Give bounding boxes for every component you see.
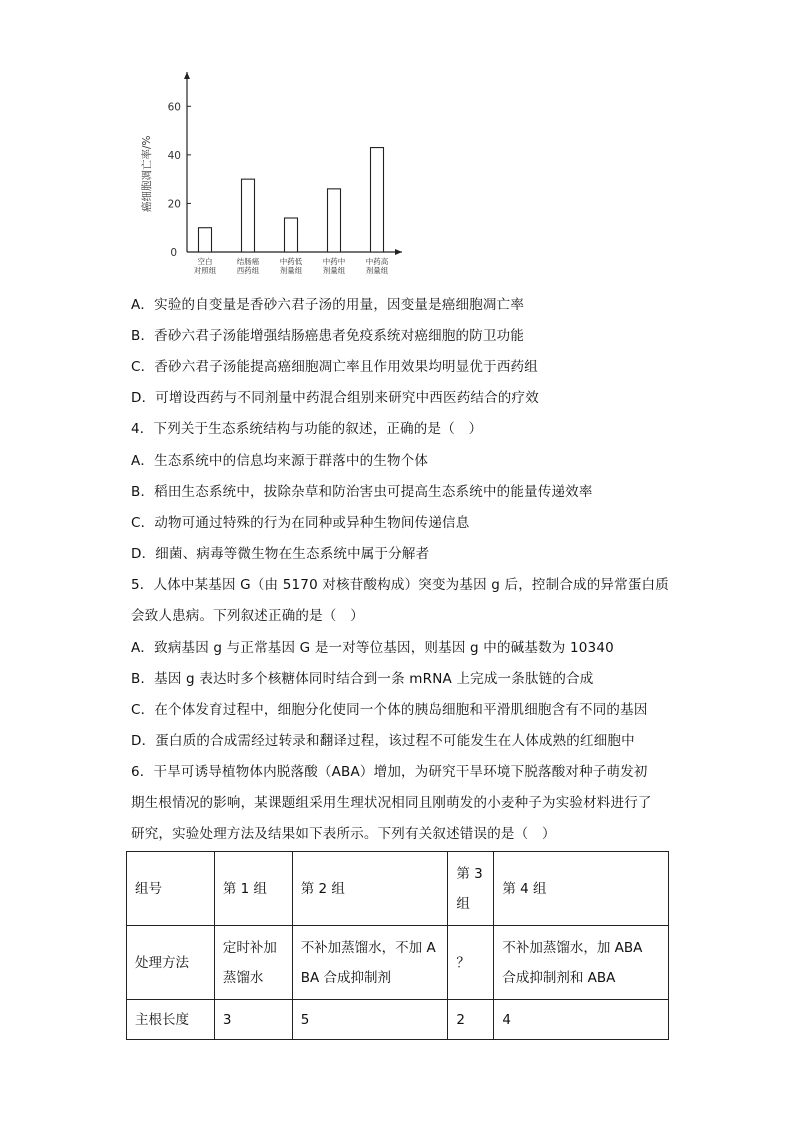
- q6-stem-line2: 期生根情况的影响，某课题组采用生理状况相同且刚萌发的小麦种子为实验材料进行了: [131, 795, 652, 811]
- y-tick-label: 40: [167, 149, 181, 162]
- x-tick-label: 剂量组: [322, 266, 346, 275]
- y-tick-label: 20: [167, 198, 181, 211]
- q3-option-d: D．可增设西药与不同剂量中药混合组别来研究中西医药结合的疗效: [131, 390, 539, 406]
- q6-stem-line3: 研究，实验处理方法及结果如下表所示。下列有关叙述错误的是（ ）: [131, 826, 556, 842]
- table-cell: 定时补加蒸馏水: [214, 926, 292, 1000]
- x-tick-label: 对照组: [193, 266, 217, 275]
- y-tick-label: 60: [167, 101, 181, 114]
- x-tick-label: 中药中: [322, 257, 346, 266]
- q5-stem-line1: 5．人体中某基因 G（由 5170 对核苷酸构成）突变为基因 g 后，控制合成的异常蛋白质: [131, 577, 669, 593]
- q4-option-c: C．动物可通过特殊的行为在同种或异种生物间传递信息: [131, 515, 470, 531]
- table-header-row: [127, 852, 669, 926]
- experiment-table: [126, 851, 669, 1040]
- x-tick-label: 剂量组: [279, 266, 303, 275]
- table-row-method: [127, 926, 669, 1000]
- x-tick-label: 结肠癌: [236, 257, 260, 266]
- bar: [199, 228, 212, 252]
- q5-option-c: C．在个体发育过程中，细胞分化使同一个体的胰岛细胞和平滑肌细胞含有不同的基因: [131, 702, 648, 718]
- apoptosis-bar-chart: [130, 62, 410, 282]
- table-cell: 不补加蒸馏水，加 ABA 合成抑制剂和 ABA: [494, 926, 669, 1000]
- table-cell: 处理方法: [127, 926, 215, 1000]
- q3-option-b: B．香砂六君子汤能增强结肠癌患者免疫系统对癌细胞的防卫功能: [131, 328, 525, 344]
- q4-stem: 4．下列关于生态系统结构与功能的叙述，正确的是（ ）: [131, 421, 483, 437]
- y-axis-label: 癌细胞凋亡率/%: [141, 135, 153, 212]
- q5-stem-line2: 会致人患病。下列叙述正确的是（ ）: [131, 608, 364, 624]
- table-cell: 第 1 组: [214, 852, 292, 926]
- x-tick-label: 中药低: [279, 257, 303, 266]
- bar: [371, 148, 384, 252]
- x-tick-label: 剂量组: [365, 266, 389, 275]
- table-cell: 2: [448, 1000, 494, 1040]
- table-cell: 5: [292, 1000, 448, 1040]
- bar: [242, 179, 255, 252]
- table-cell: 4: [494, 1000, 669, 1040]
- q3-option-a: A．实验的自变量是香砂六君子汤的用量，因变量是癌细胞凋亡率: [131, 297, 525, 313]
- table-cell: 主根长度: [127, 1000, 215, 1040]
- table-cell: ？: [448, 926, 494, 1000]
- bar: [328, 189, 341, 252]
- q6-stem-line1: 6．干旱可诱导植物体内脱落酸（ABA）增加，为研究干旱环境下脱落酸对种子萌发初: [131, 764, 648, 780]
- y-axis-arrow: [184, 72, 190, 79]
- y-tick-label: 0: [170, 247, 177, 259]
- table-row-length: [127, 1000, 669, 1040]
- q4-option-a: A．生态系统中的信息均来源于群落中的生物个体: [131, 453, 429, 469]
- table-cell: 组号: [127, 852, 215, 926]
- q4-option-b: B．稻田生态系统中，拔除杂草和防治害虫可提高生态系统中的能量传递效率: [131, 484, 593, 500]
- bars: [199, 148, 384, 252]
- q4-option-d: D．细菌、病毒等微生物在生态系统中属于分解者: [131, 546, 430, 562]
- x-axis-arrow: [395, 249, 402, 255]
- x-tick-label: 中药高: [365, 257, 389, 266]
- bar: [285, 218, 298, 252]
- x-tick-label: 西药组: [236, 266, 260, 275]
- table-cell: 不补加蒸馏水，不加 ABA 合成抑制剂: [292, 926, 448, 1000]
- table-cell: 第 4 组: [494, 852, 669, 926]
- q5-option-d: D．蛋白质的合成需经过转录和翻译过程，该过程不可能发生在人体成熟的红细胞中: [131, 733, 635, 749]
- x-tick-label: 空白: [197, 257, 213, 266]
- table-cell: 第 3 组: [448, 852, 494, 926]
- q3-option-c: C．香砂六君子汤能提高癌细胞凋亡率且作用效果均明显优于西药组: [131, 359, 538, 375]
- q5-option-b: B．基因 g 表达时多个核糖体同时结合到一条 mRNA 上完成一条肽链的合成: [131, 671, 594, 687]
- table-cell: 3: [214, 1000, 292, 1040]
- q5-option-a: A．致病基因 g 与正常基因 G 是一对等位基因，则基因 g 中的碱基数为 10340: [131, 640, 614, 656]
- table-cell: 第 2 组: [292, 852, 448, 926]
- x-tick-labels: [194, 256, 389, 275]
